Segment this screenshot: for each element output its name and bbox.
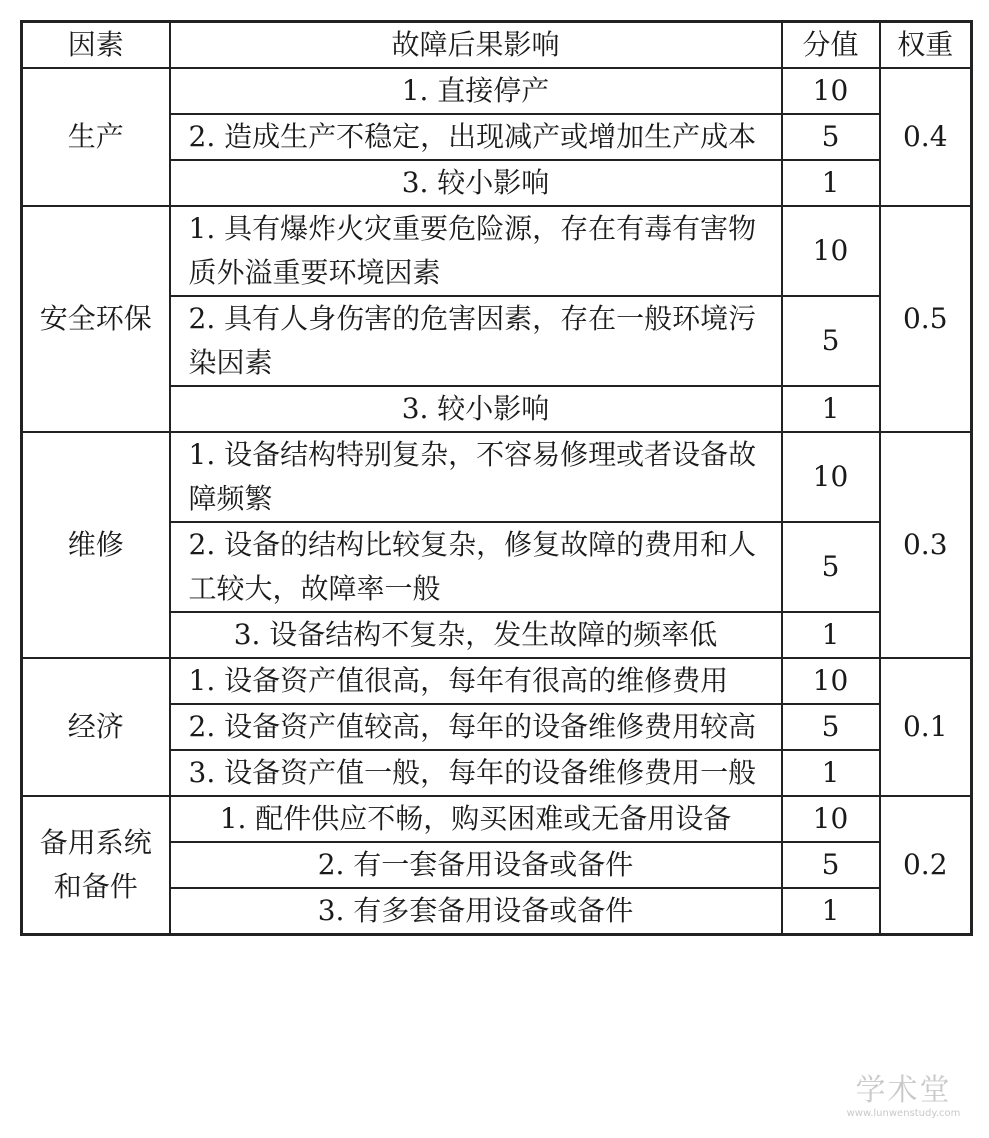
- table-row: [22, 432, 972, 522]
- table-row: [22, 206, 972, 296]
- header-factor: 因素: [22, 22, 170, 69]
- weight-cell: 0.3: [880, 432, 972, 658]
- table-row: [22, 658, 972, 704]
- factor-cell: 生产: [22, 68, 170, 206]
- score-cell: 10: [782, 796, 880, 842]
- effect-cell: 3. 较小影响: [170, 160, 782, 206]
- table-row: [22, 796, 972, 842]
- effect-cell: 1. 设备资产值很高，每年有很高的维修费用: [170, 658, 782, 704]
- factor-cell: 经济: [22, 658, 170, 796]
- effect-cell: 1. 具有爆炸火灾重要危险源，存在有毒有害物质外溢重要环境因素: [170, 206, 782, 296]
- effect-cell: 2. 设备的结构比较复杂，修复故障的费用和人工较大，故障率一般: [170, 522, 782, 612]
- weight-cell: 0.4: [880, 68, 972, 206]
- factor-cell: 维修: [22, 432, 170, 658]
- score-cell: 1: [782, 888, 880, 935]
- score-cell: 10: [782, 658, 880, 704]
- table-row: [22, 68, 972, 114]
- score-cell: 5: [782, 704, 880, 750]
- weight-cell: 0.1: [880, 658, 972, 796]
- effect-cell: 1. 设备结构特别复杂，不容易修理或者设备故障频繁: [170, 432, 782, 522]
- watermark-url: www.lunwenstudy.com: [846, 1108, 961, 1119]
- score-cell: 10: [782, 68, 880, 114]
- weight-cell: 0.2: [880, 796, 972, 935]
- score-cell: 1: [782, 160, 880, 206]
- effect-cell: 3. 设备资产值一般，每年的设备维修费用一般: [170, 750, 782, 796]
- effect-cell: 3. 设备结构不复杂，发生故障的频率低: [170, 612, 782, 658]
- factor-cell: 备用系统和备件: [22, 796, 170, 935]
- effect-cell: 2. 具有人身伤害的危害因素，存在一般环境污染因素: [170, 296, 782, 386]
- score-cell: 1: [782, 750, 880, 796]
- header-score: 分值: [782, 22, 880, 69]
- effect-cell: 2. 有一套备用设备或备件: [170, 842, 782, 888]
- score-cell: 5: [782, 842, 880, 888]
- score-cell: 10: [782, 432, 880, 522]
- effect-cell: 2. 造成生产不稳定，出现减产或增加生产成本: [170, 114, 782, 160]
- score-cell: 5: [782, 296, 880, 386]
- watermark-text: 学术堂: [855, 1073, 952, 1108]
- effect-cell: 2. 设备资产值较高，每年的设备维修费用较高: [170, 704, 782, 750]
- effect-cell: 3. 较小影响: [170, 386, 782, 432]
- score-cell: 5: [782, 114, 880, 160]
- watermark-logo: [836, 1074, 971, 1124]
- score-cell: 10: [782, 206, 880, 296]
- score-cell: 1: [782, 386, 880, 432]
- effect-cell: 3. 有多套备用设备或备件: [170, 888, 782, 935]
- failure-consequence-table: [20, 20, 973, 936]
- effect-cell: 1. 配件供应不畅，购买困难或无备用设备: [170, 796, 782, 842]
- header-row: [22, 22, 972, 69]
- score-cell: 5: [782, 522, 880, 612]
- score-cell: 1: [782, 612, 880, 658]
- factor-cell: 安全环保: [22, 206, 170, 432]
- effect-cell: 1. 直接停产: [170, 68, 782, 114]
- header-effect: 故障后果影响: [170, 22, 782, 69]
- header-weight: 权重: [880, 22, 972, 69]
- weight-cell: 0.5: [880, 206, 972, 432]
